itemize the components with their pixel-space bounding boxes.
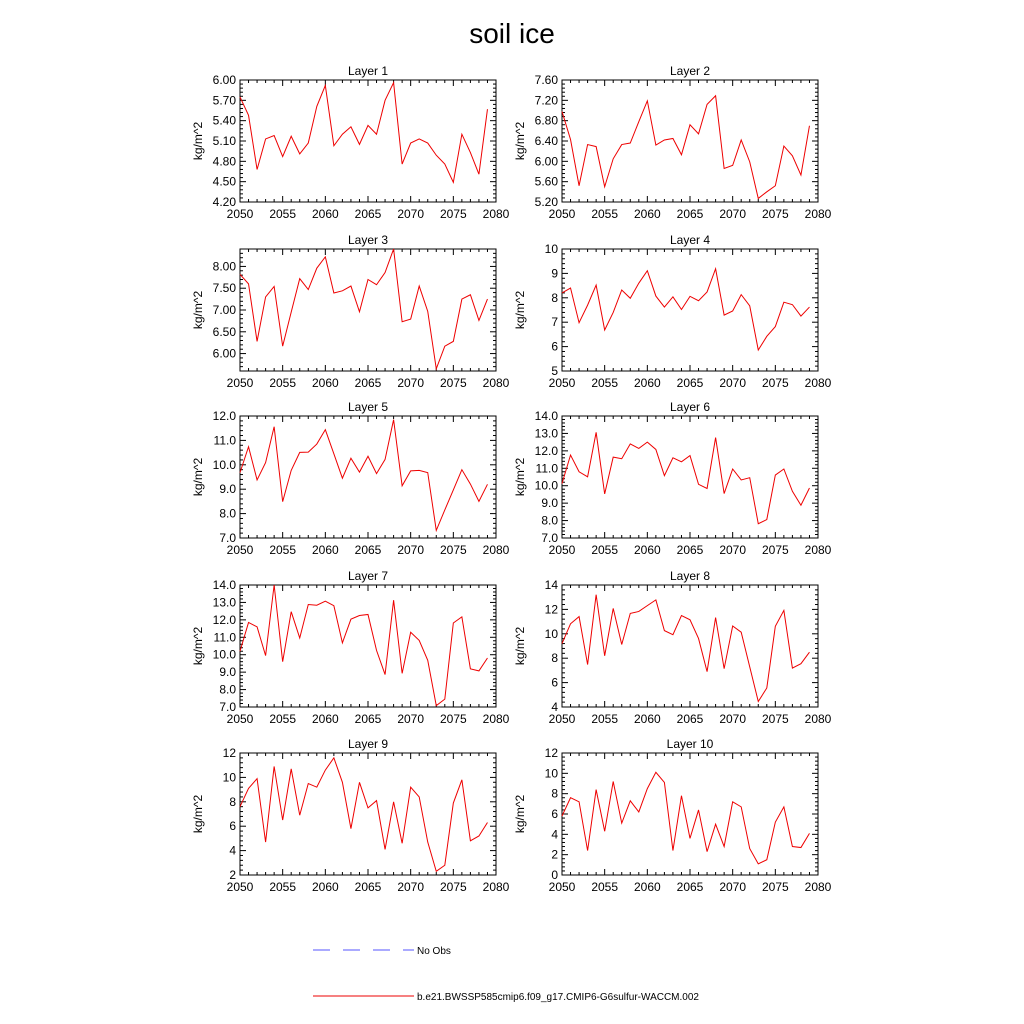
x-tick-label: 2050 [226,376,254,390]
panel-title: Layer 8 [669,569,711,583]
x-tick-label: 2080 [804,712,832,726]
series-line [240,249,487,369]
y-tick-label: 4.50 [212,174,236,189]
y-tick-label: 12.0 [534,443,558,458]
series-line [240,83,487,183]
y-tick-label: 8 [551,786,558,801]
y-tick-label: 6 [551,807,558,821]
panels-grid [191,64,832,894]
y-tick-label: 2 [229,868,236,882]
y-tick-label: 8 [551,290,558,305]
x-tick-label: 2065 [354,207,382,221]
y-tick-label: 8 [229,794,236,809]
x-tick-label: 2055 [269,376,297,390]
y-tick-label: 8 [551,651,558,666]
x-tick-label: 2070 [719,712,747,726]
y-tick-label: 7.0 [541,531,558,545]
x-tick-label: 2075 [761,207,789,221]
x-tick-label: 2065 [676,207,704,221]
x-tick-label: 2055 [591,543,619,557]
y-tick-label: 9 [551,266,558,281]
legend-entry [313,992,699,1003]
y-tick-label: 7.00 [212,303,236,317]
series-line [240,585,487,706]
y-tick-label: 10 [222,770,236,785]
x-tick-label: 2065 [676,712,704,726]
plot-frame [240,80,496,202]
x-tick-label: 2075 [439,207,467,221]
x-tick-label: 2075 [439,543,467,557]
y-tick-label: 7.60 [534,73,558,87]
series-line [562,772,809,864]
y-tick-label: 4 [551,700,558,714]
x-tick-label: 2070 [719,543,747,557]
x-tick-label: 2050 [548,712,576,726]
y-tick-label: 14.0 [212,578,236,592]
x-tick-label: 2055 [269,712,297,726]
x-tick-label: 2050 [226,712,254,726]
panel-layer-3 [191,233,510,390]
y-tick-label: 0 [551,868,558,882]
y-tick-label: 7.0 [219,531,236,545]
panel-layer-4 [513,233,832,390]
x-tick-label: 2080 [804,880,832,894]
y-tick-label: 8.0 [541,513,558,528]
x-tick-label: 2050 [226,207,254,221]
x-tick-label: 2055 [269,880,297,894]
panel-title: Layer 9 [347,737,389,751]
x-tick-label: 2060 [633,376,661,390]
plot-frame [240,753,496,875]
y-tick-label: 14 [544,578,558,592]
x-tick-label: 2070 [397,880,425,894]
series-line [562,432,809,523]
x-tick-label: 2075 [761,880,789,894]
x-tick-label: 2050 [548,207,576,221]
legend-label: b.e21.BWSSP585cmip6.f09_g17.CMIP6-G6sulfur-WACCM.002 [417,992,699,1003]
x-tick-label: 2065 [676,880,704,894]
y-tick-label: 4.20 [212,195,236,209]
x-tick-label: 2060 [311,880,339,894]
x-tick-label: 2050 [548,543,576,557]
x-tick-label: 2070 [719,207,747,221]
panel-layer-7 [191,569,510,726]
y-axis-label: kg/m^2 [513,121,527,161]
x-tick-label: 2080 [482,376,510,390]
x-tick-label: 2070 [397,712,425,726]
panel-title: Layer 6 [669,400,711,414]
legend-entry [313,946,451,957]
panel-layer-10 [513,737,832,894]
panel-layer-8 [513,569,832,726]
y-tick-label: 4 [229,843,236,858]
y-tick-label: 6.80 [534,113,558,128]
y-tick-label: 10 [544,766,558,781]
y-tick-label: 6 [551,675,558,690]
x-tick-label: 2075 [439,712,467,726]
y-tick-label: 7 [551,315,558,330]
x-tick-label: 2080 [482,712,510,726]
x-tick-label: 2065 [354,376,382,390]
plot-frame [562,416,818,538]
y-axis-label: kg/m^2 [513,457,527,497]
y-tick-label: 7.20 [534,93,558,108]
y-tick-label: 10 [544,242,558,256]
x-tick-label: 2065 [676,376,704,390]
y-tick-label: 14.0 [534,409,558,423]
y-tick-label: 6.00 [212,73,236,87]
y-tick-label: 12.0 [212,409,236,423]
y-tick-label: 13.0 [534,426,558,441]
series-line [562,96,809,199]
page-title: soil ice [469,18,555,49]
y-axis-label: kg/m^2 [191,290,205,330]
x-tick-label: 2060 [311,712,339,726]
series-line [562,595,809,702]
y-tick-label: 8.00 [212,259,236,274]
y-axis-label: kg/m^2 [191,457,205,497]
x-tick-label: 2060 [311,207,339,221]
plot-frame [562,80,818,202]
panel-layer-2 [513,64,832,221]
y-tick-label: 13.0 [212,595,236,610]
x-tick-label: 2080 [482,880,510,894]
x-tick-label: 2070 [719,376,747,390]
y-axis-label: kg/m^2 [191,794,205,834]
x-tick-label: 2075 [761,543,789,557]
x-tick-label: 2065 [354,880,382,894]
legend [313,946,699,1003]
y-tick-label: 11.0 [535,461,558,476]
series-line [562,269,809,350]
x-tick-label: 2080 [804,543,832,557]
x-tick-label: 2065 [354,712,382,726]
x-tick-label: 2050 [548,880,576,894]
y-axis-label: kg/m^2 [191,121,205,161]
x-tick-label: 2060 [633,543,661,557]
y-tick-label: 11.0 [213,630,236,645]
plot-frame [240,416,496,538]
panel-title: Layer 3 [347,233,389,247]
x-tick-label: 2070 [397,543,425,557]
y-axis-label: kg/m^2 [513,290,527,330]
x-tick-label: 2055 [591,207,619,221]
y-tick-label: 7.0 [219,700,236,714]
y-tick-label: 6.00 [212,346,236,361]
y-tick-label: 4.80 [212,154,236,169]
x-tick-label: 2070 [397,207,425,221]
x-tick-label: 2060 [311,543,339,557]
panel-title: Layer 7 [347,569,389,583]
plot-frame [240,249,496,371]
x-tick-label: 2060 [633,880,661,894]
y-tick-label: 10 [544,626,558,641]
x-tick-label: 2070 [397,376,425,390]
x-tick-label: 2080 [804,376,832,390]
x-tick-label: 2055 [591,880,619,894]
y-tick-label: 6.00 [534,154,558,169]
y-tick-label: 12 [544,746,558,760]
y-tick-label: 5 [551,364,558,378]
y-tick-label: 7.50 [212,281,236,296]
x-tick-label: 2075 [439,376,467,390]
x-tick-label: 2065 [354,543,382,557]
y-tick-label: 10.0 [212,457,236,472]
panel-title: Layer 10 [666,737,714,751]
x-tick-label: 2080 [804,207,832,221]
y-axis-label: kg/m^2 [513,794,527,834]
x-tick-label: 2070 [719,880,747,894]
y-axis-label: kg/m^2 [513,626,527,666]
series-line [240,758,487,871]
y-tick-label: 6.50 [212,324,236,339]
panel-layer-6 [513,400,832,557]
x-tick-label: 2060 [633,712,661,726]
panel-title: Layer 5 [347,400,389,414]
y-tick-label: 9.0 [219,482,236,497]
y-tick-label: 6 [551,339,558,354]
panel-title: Layer 4 [669,233,711,247]
x-tick-label: 2075 [439,880,467,894]
y-tick-label: 8.0 [219,506,236,521]
y-tick-label: 5.70 [212,93,236,108]
y-tick-label: 12 [222,746,236,760]
x-tick-label: 2055 [269,207,297,221]
panel-layer-5 [191,400,510,557]
x-tick-label: 2050 [548,376,576,390]
y-tick-label: 5.10 [212,134,236,148]
y-axis-label: kg/m^2 [191,626,205,666]
x-tick-label: 2080 [482,543,510,557]
x-tick-label: 2055 [591,376,619,390]
x-tick-label: 2075 [761,712,789,726]
x-tick-label: 2060 [311,376,339,390]
plot-frame [562,585,818,707]
y-tick-label: 6.40 [534,134,558,148]
x-tick-label: 2080 [482,207,510,221]
series-line [240,420,487,531]
panel-title: Layer 1 [347,64,389,78]
x-tick-label: 2055 [591,712,619,726]
y-tick-label: 2 [551,847,558,862]
y-tick-label: 9.0 [219,665,236,680]
plot-frame [240,585,496,707]
x-tick-label: 2050 [226,880,254,894]
x-tick-label: 2075 [761,376,789,390]
panel-title: Layer 2 [669,64,711,78]
x-tick-label: 2065 [676,543,704,557]
y-tick-label: 5.20 [534,195,558,209]
panel-layer-9 [191,737,510,894]
y-tick-label: 12 [544,602,558,617]
x-tick-label: 2055 [269,543,297,557]
legend-label: No Obs [417,946,451,957]
y-tick-label: 8.0 [219,682,236,697]
y-tick-label: 4 [551,827,558,842]
y-tick-label: 11.0 [213,433,236,448]
y-tick-label: 9.0 [541,496,558,511]
y-tick-label: 5.60 [534,174,558,189]
y-tick-label: 5.40 [212,113,236,128]
y-tick-label: 6 [229,819,236,834]
y-tick-label: 10.0 [212,647,236,662]
panel-layer-1 [191,64,510,221]
y-tick-label: 12.0 [212,612,236,627]
y-tick-label: 10.0 [534,478,558,493]
x-tick-label: 2060 [633,207,661,221]
x-tick-label: 2050 [226,543,254,557]
